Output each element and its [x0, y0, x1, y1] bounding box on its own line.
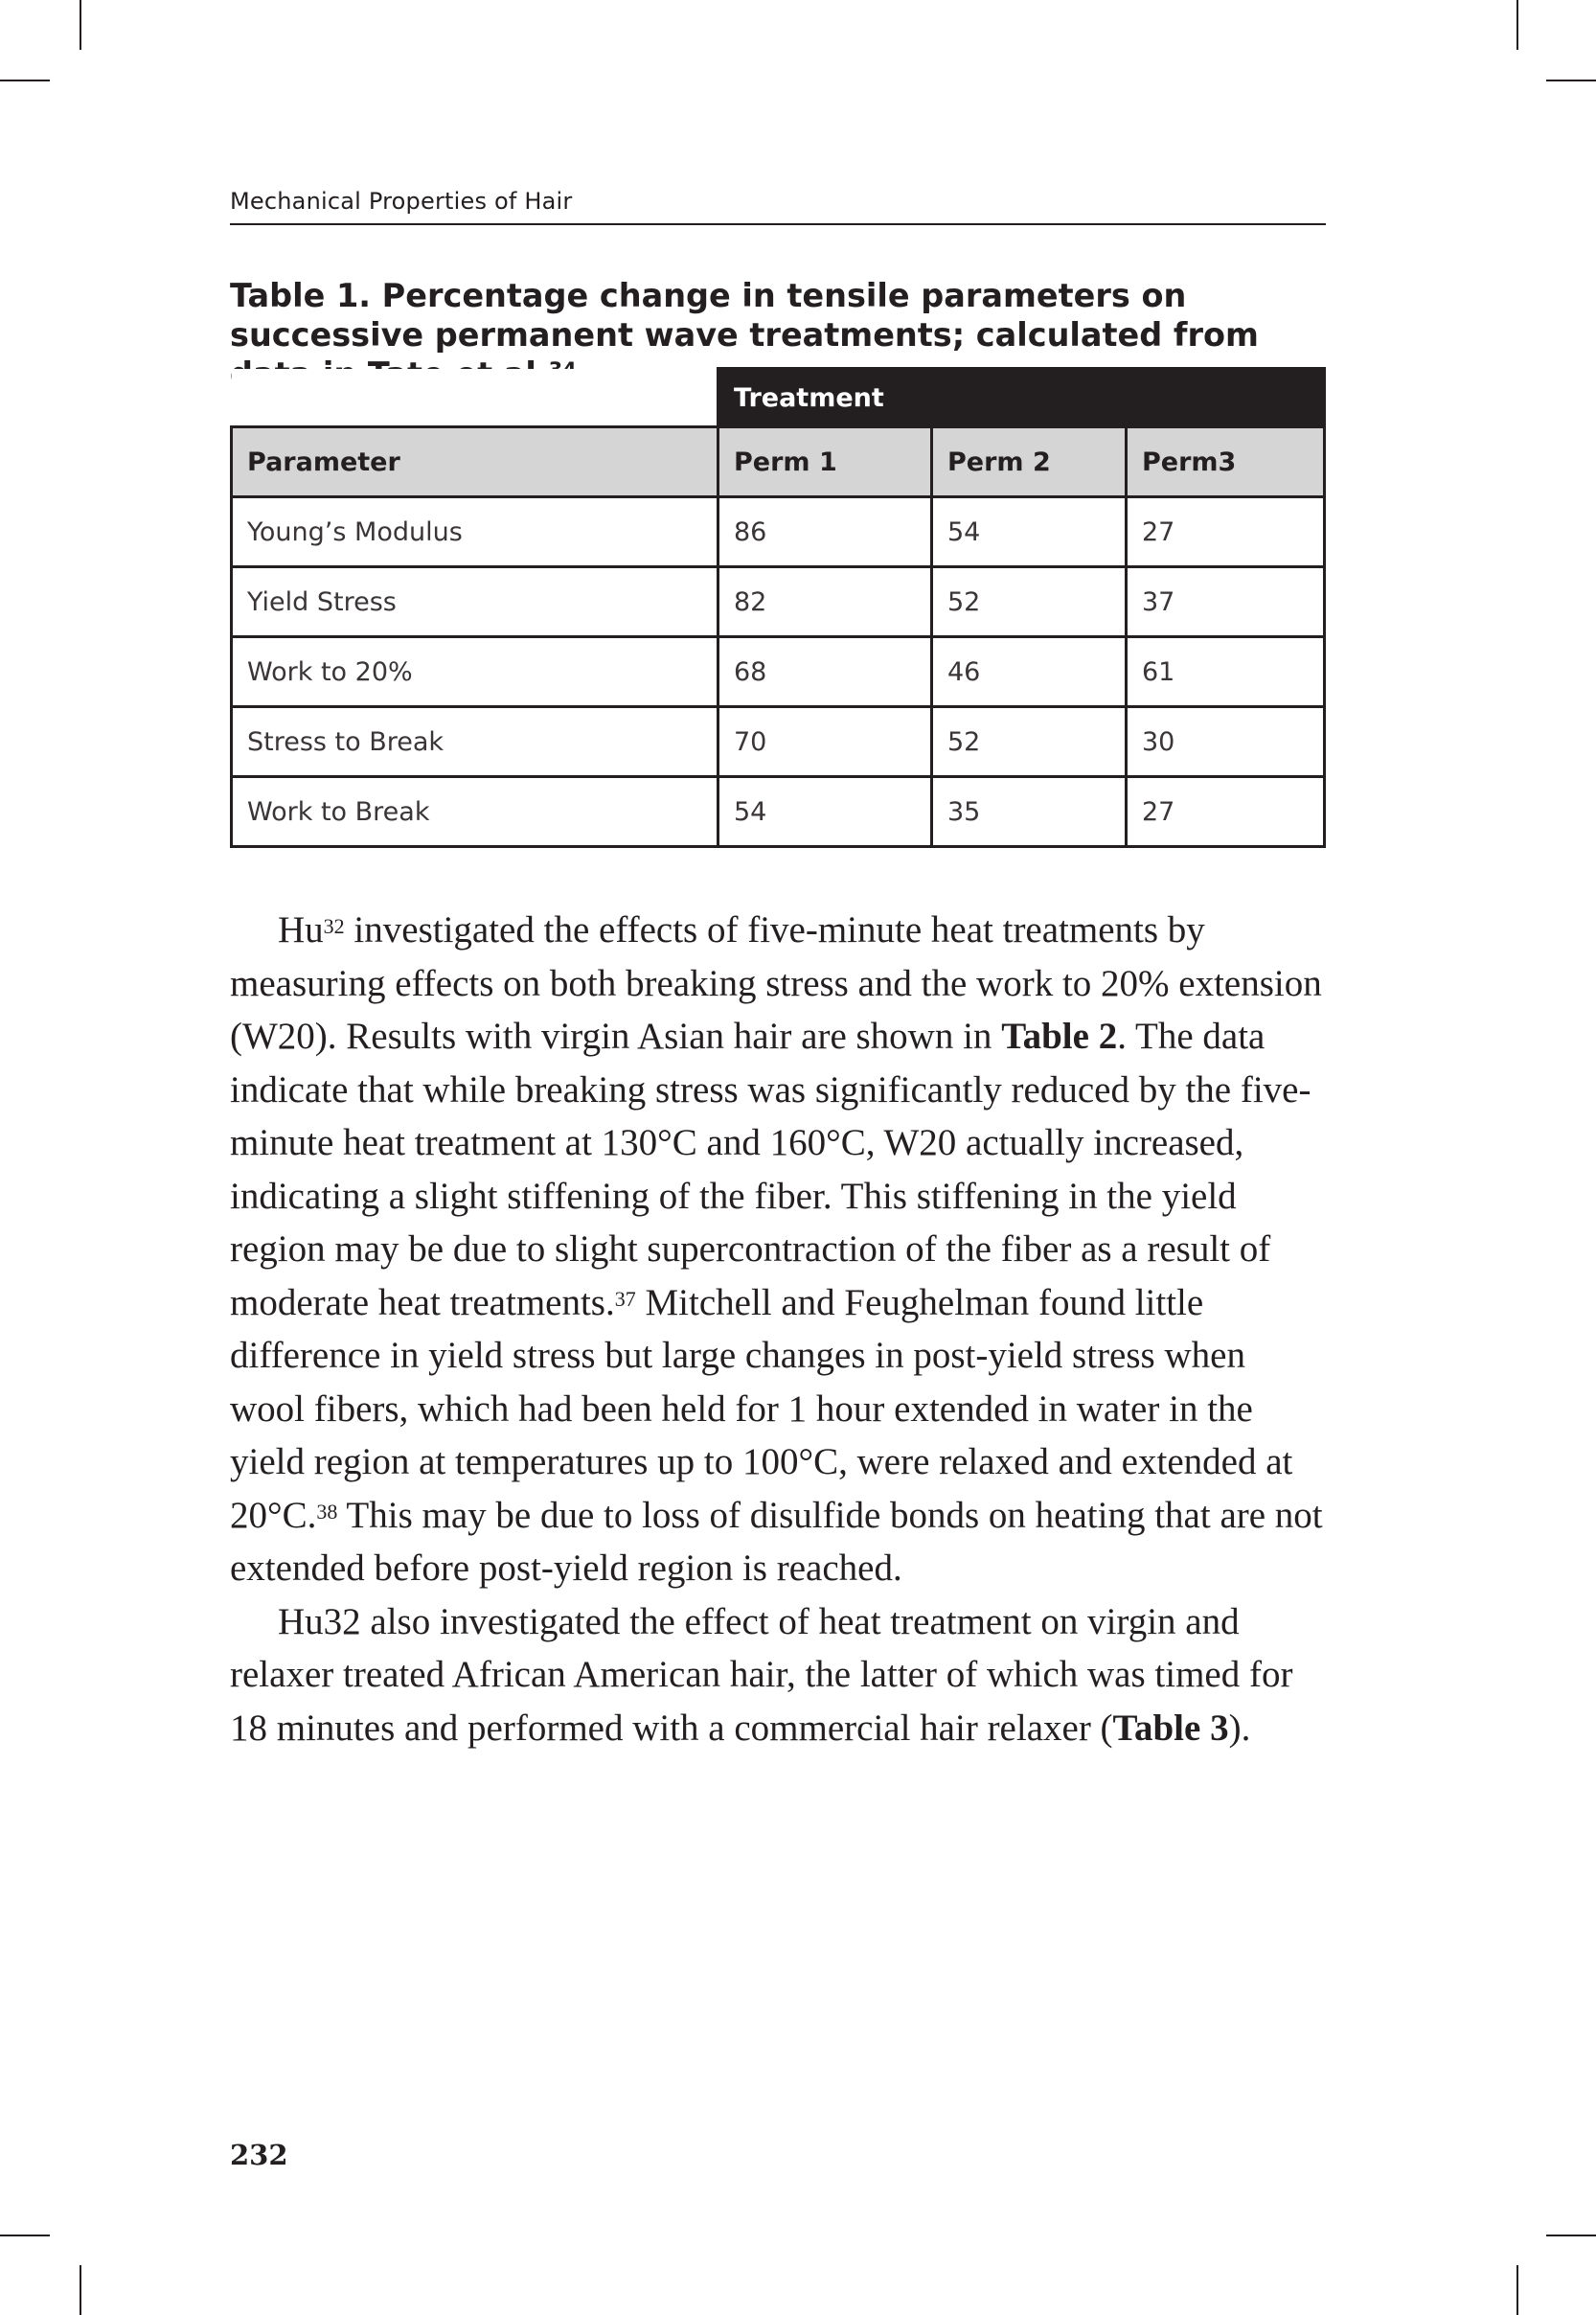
- running-head: Mechanical Properties of Hair: [230, 188, 1326, 225]
- parameter-cell: Stress to Break: [232, 707, 718, 777]
- value-cell: 82: [718, 567, 932, 637]
- table-group-header-row: [232, 369, 1325, 427]
- parameter-cell: Work to Break: [232, 777, 718, 847]
- value-cell: 54: [932, 497, 1127, 567]
- table-header-row: [232, 427, 1325, 497]
- value-cell: 68: [718, 637, 932, 707]
- paragraph-text: Mitchell and Feughelman found little difference in yield stress but large changes in post-yield stress when wool fibers, which had been held for 1 hour extended in water in the yield region at temperatures up to 100°C, were relaxed and extended at 20°C.: [230, 1281, 1293, 1536]
- value-cell: 61: [1127, 637, 1325, 707]
- table-row: [232, 637, 1325, 707]
- table-row: [232, 567, 1325, 637]
- table-row: [232, 707, 1325, 777]
- tensile-parameters-table: [230, 367, 1326, 848]
- citation-superscript: 37: [614, 1286, 636, 1311]
- crop-mark: [0, 80, 50, 81]
- body-paragraph: [230, 904, 1326, 1595]
- value-cell: 52: [932, 567, 1127, 637]
- value-cell: 54: [718, 777, 932, 847]
- column-header-perm-2: Perm 2: [932, 427, 1127, 497]
- value-cell: 27: [1127, 497, 1325, 567]
- citation-superscript: 32: [323, 914, 345, 938]
- crop-mark: [80, 0, 81, 50]
- value-cell: 27: [1127, 777, 1325, 847]
- crop-mark: [80, 2265, 81, 2315]
- column-header-perm-1: Perm 1: [718, 427, 932, 497]
- body-text: [230, 904, 1326, 1754]
- table-row: [232, 497, 1325, 567]
- crop-mark: [1546, 2235, 1596, 2236]
- treatment-group-header: Treatment: [718, 369, 1325, 427]
- value-cell: 30: [1127, 707, 1325, 777]
- paragraph-text: . The data indicate that while breaking stress was significantly reduced by the five-minute heat treatment at 130°C and 160°C, W20 actually increased, indicating a slight stiffening of the fiber. This stiffening in the yield region may be due to slight supercontraction of the fiber as a result of moderate heat treatments.: [230, 1016, 1311, 1323]
- value-cell: 86: [718, 497, 932, 567]
- parameter-cell: Yield Stress: [232, 567, 718, 637]
- paragraph-text: This may be due to loss of disulfide bonds on heating that are not extended before post-yield region is reached.: [230, 1494, 1323, 1589]
- column-header-parameter: Parameter: [232, 427, 718, 497]
- crop-mark: [1546, 80, 1596, 81]
- parameter-cell: Work to 20%: [232, 637, 718, 707]
- value-cell: 35: [932, 777, 1127, 847]
- paragraph-text: Hu32 also investigated the effect of heat treatment on virgin and relaxer treated African American hair, the latter of which was timed for 18 minutes and performed with a commercial hair relaxer (: [230, 1600, 1293, 1749]
- table-caption-text: Table 1. Percentage change in tensile parameters on successive permanent wave treatments; calculated from: [230, 277, 1259, 354]
- citation-superscript: 38: [316, 1499, 338, 1524]
- value-cell: 37: [1127, 567, 1325, 637]
- body-paragraph: [230, 1595, 1326, 1755]
- paragraph-text: ).: [1228, 1707, 1251, 1749]
- crop-mark: [1516, 0, 1518, 50]
- table-row: [232, 777, 1325, 847]
- table-corner-blank: [232, 369, 718, 427]
- value-cell: 46: [932, 637, 1127, 707]
- paragraph-author: Hu: [278, 909, 324, 951]
- crop-mark: [1516, 2265, 1518, 2315]
- crop-mark: [0, 2235, 50, 2236]
- table-reference: Table 3: [1112, 1707, 1229, 1749]
- page-number: 232: [230, 2139, 288, 2171]
- value-cell: 70: [718, 707, 932, 777]
- value-cell: 52: [932, 707, 1127, 777]
- parameter-cell: Young’s Modulus: [232, 497, 718, 567]
- paragraph-text: investigated the effects of five-minute heat treatments by measuring effects on both breaking stress and the work to 20% extension (W20). Results with virgin Asian hair are shown in: [230, 909, 1322, 1057]
- table-reference: Table 2: [1001, 1016, 1118, 1057]
- column-header-perm-3: Perm3: [1127, 427, 1325, 497]
